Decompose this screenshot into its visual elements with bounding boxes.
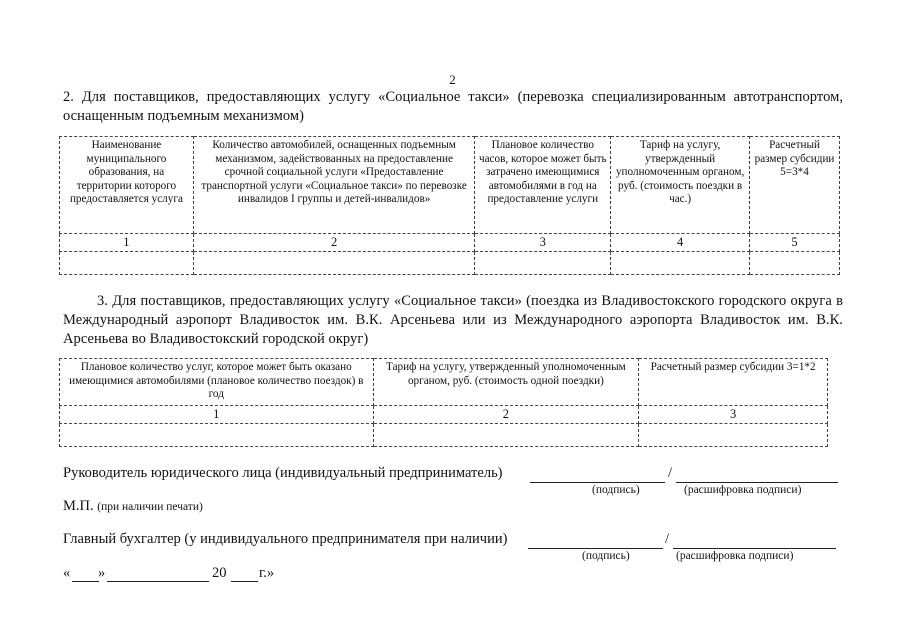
head-signature-label: Руководитель юридического лица (индивидуальный предприниматель) [63,465,503,481]
section2-paragraph: 2. Для поставщиков, предоставляющих услугу «Социальное такси» (перевозка специализированным автотранспортом, оснащенным подъемным механизмом) [63,89,843,124]
slash: / [668,465,673,481]
accountant-signature-label: Главный бухгалтер (у индивидуального предпринимателя при наличии) [63,531,508,547]
column-number: 5 [750,234,840,252]
date-year-prefix: 20 [212,565,227,581]
seal-mark: М.П. [63,498,94,514]
accountant-decoding-line[interactable] [673,548,836,549]
header-cell: Расчетный размер субсидии 5=3*4 [750,137,840,234]
column-number: 4 [611,234,750,252]
signature-caption: (подпись) [582,550,630,562]
date-month-line[interactable] [107,581,209,582]
head-signature-line[interactable] [530,482,665,483]
signature-caption: (подпись) [592,484,640,496]
table-cell[interactable] [60,252,194,275]
date-suffix: г.» [259,565,275,581]
column-number: 3 [475,234,611,252]
column-number: 1 [60,234,194,252]
section2-table [59,136,840,275]
table-header-row [60,359,828,406]
column-number: 3 [639,406,828,424]
head-decoding-line[interactable] [676,482,838,483]
section3-paragraph: 3. Для поставщиков, предоставляющих услугу «Социальное такси» (поездка из Владивостокского городского округа в Международный аэропорт Владивосток им. В.К. Арсеньева или из Международного аэропорта Владивосток им. В.К. Арсеньева во Владивостокский городской округ) [63,293,843,347]
seal-note: (при наличии печати) [97,501,203,513]
page-number: 2 [449,72,456,87]
table-row [60,424,828,447]
header-cell: Плановое количество услуг, которое может быть оказано имеющимися автомобилями (плановое количество поездок) в год [60,359,374,406]
table-number-row [60,406,828,424]
table-row [60,252,840,275]
table-number-row [60,234,840,252]
header-cell: Расчетный размер субсидии 3=1*2 [639,359,828,406]
date-close: » [98,565,106,581]
header-cell: Плановое количество часов, которое может быть затрачено имеющимися автомобилями в год на предоставление услуги [475,137,611,234]
seal-label [63,498,203,515]
column-number: 2 [373,406,639,424]
table-cell[interactable] [611,252,750,275]
decoding-caption: (расшифровка подписи) [684,484,802,496]
table-cell[interactable] [750,252,840,275]
column-number: 2 [193,234,474,252]
date-day-line[interactable] [72,581,99,582]
slash: / [665,531,670,547]
header-cell: Наименование муниципального образования, на территории которого предоставляется услуга [60,137,194,234]
header-cell: Количество автомобилей, оснащенных подъемным механизмом, задействованных на предоставление срочной социальной услуги «Предоставление транспортной услуги «Социальное такси» по перевозке инвалидов I группы и детей-инвалидов» [193,137,474,234]
column-number: 1 [60,406,374,424]
table-header-row [60,137,840,234]
date-open: « [63,565,71,581]
table-cell[interactable] [60,424,374,447]
section3-table [59,358,828,447]
table-cell[interactable] [193,252,474,275]
table-cell[interactable] [639,424,828,447]
table-cell[interactable] [475,252,611,275]
date-year-line[interactable] [231,581,258,582]
accountant-signature-line[interactable] [528,548,663,549]
decoding-caption: (расшифровка подписи) [676,550,794,562]
header-cell: Тариф на услугу, утвержденный уполномоченным органом, руб. (стоимость поездки в час.) [611,137,750,234]
header-cell: Тариф на услугу, утвержденный уполномоченным органом, руб. (стоимость одной поездки) [373,359,639,406]
table-cell[interactable] [373,424,639,447]
